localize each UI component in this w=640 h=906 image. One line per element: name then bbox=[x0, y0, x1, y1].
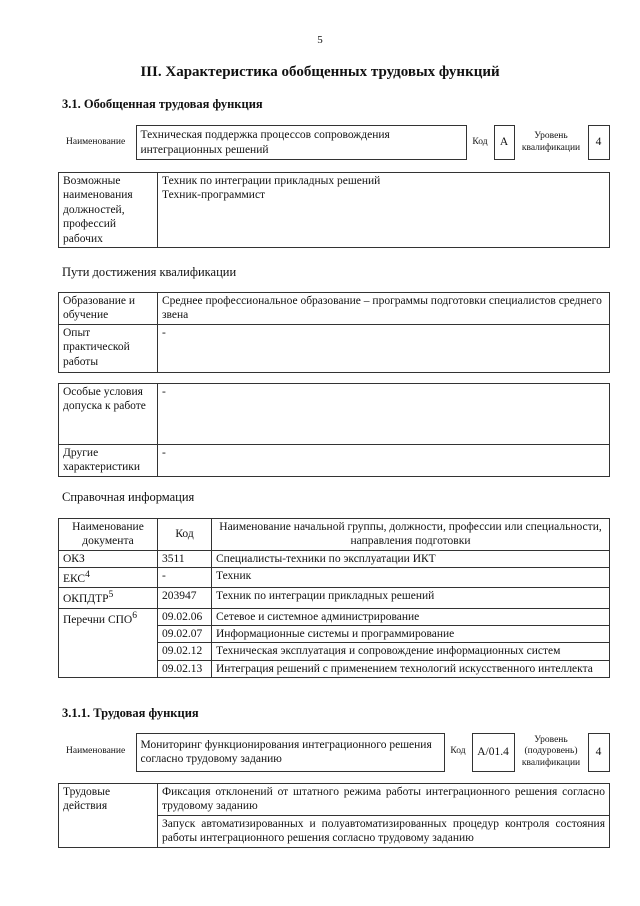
ref-heading: Справочная информация bbox=[62, 490, 195, 504]
footnote-mark: 4 bbox=[85, 569, 90, 581]
education-label: Образование и обучение bbox=[59, 293, 158, 325]
ref-name: Техник по интеграции прикладных решений bbox=[212, 588, 610, 608]
footnote-mark: 6 bbox=[132, 609, 138, 621]
position-item: Техник по интеграции прикладных решений bbox=[162, 175, 381, 187]
actions-table bbox=[58, 783, 610, 848]
footnote-mark: 5 bbox=[108, 589, 114, 601]
conditions-table bbox=[58, 383, 610, 477]
ref-name: Информационные системы и программирование bbox=[212, 625, 610, 642]
otf-heading: 3.1. Обобщенная трудовая функция bbox=[62, 97, 263, 111]
ref-doc: Перечни СПО bbox=[63, 613, 133, 626]
experience-value: - bbox=[158, 324, 610, 372]
ref-header-name: Наименование начальной группы, должности, профессии или специальности, направления подготовки bbox=[212, 519, 610, 551]
tf-header-table bbox=[62, 733, 610, 772]
otf-name-value: Техническая поддержка процессов сопровождения интеграционных решений bbox=[136, 126, 466, 160]
otf-level-label: Уровень квалификации bbox=[521, 130, 581, 153]
experience-label: Опыт практической работы bbox=[59, 324, 158, 372]
table-row bbox=[59, 608, 610, 625]
actions-label: Трудовые действия bbox=[59, 784, 158, 848]
ref-code: 09.02.06 bbox=[158, 608, 212, 625]
table-row bbox=[59, 588, 610, 608]
ref-doc-cell bbox=[59, 568, 158, 588]
tf-heading: 3.1.1. Трудовая функция bbox=[62, 706, 199, 720]
ref-doc: ОКПДТР bbox=[63, 593, 109, 606]
ref-name: Интеграция решений с применением технологий искусственного интеллекта bbox=[212, 660, 610, 677]
reference-table bbox=[58, 518, 610, 678]
otf-name-label: Наименование bbox=[66, 136, 126, 147]
ref-doc: ОКЗ bbox=[59, 550, 158, 567]
other-characteristics-label: Другие характеристики bbox=[59, 445, 158, 477]
tf-code-value: А/01.4 bbox=[472, 734, 514, 772]
ref-doc: ЕКС bbox=[63, 572, 86, 585]
position-item: Техник-программист bbox=[162, 189, 266, 202]
ref-name: Техническая эксплуатация и сопровождение информационных систем bbox=[212, 643, 610, 660]
education-value: Среднее профессиональное образование – программы подготовки специалистов среднего звена bbox=[158, 293, 610, 325]
action-item: Фиксация отклонений от штатного режима работы интеграционного решения согласно трудовому заданию bbox=[158, 784, 610, 816]
section-title: III. Характеристика обобщенных трудовых функций bbox=[140, 64, 500, 80]
otf-code-value: А bbox=[494, 126, 514, 160]
ref-code: 3511 bbox=[158, 550, 212, 567]
ref-header-code: Код bbox=[158, 519, 212, 551]
ref-code: 09.02.07 bbox=[158, 625, 212, 642]
access-conditions-value: - bbox=[158, 384, 610, 445]
tf-code-label: Код bbox=[450, 746, 466, 757]
ref-name: Сетевое и системное администрирование bbox=[212, 608, 610, 625]
ways-table bbox=[58, 292, 610, 373]
ref-doc-cell bbox=[59, 608, 158, 678]
table-row bbox=[59, 550, 610, 567]
tf-name-value: Мониторинг функционирования интеграционного решения согласно трудовому заданию bbox=[136, 734, 444, 772]
ref-name: Техник bbox=[212, 568, 610, 588]
otf-header-table bbox=[62, 125, 610, 160]
page-number: 5 bbox=[317, 34, 323, 46]
tf-name-label: Наименование bbox=[66, 746, 126, 757]
ref-header-doc: Наименование документа bbox=[59, 519, 158, 551]
table-row bbox=[59, 568, 610, 588]
ref-doc-cell bbox=[59, 588, 158, 608]
ref-code: 09.02.13 bbox=[158, 660, 212, 677]
ref-name: Специалисты-техники по эксплуатации ИКТ bbox=[212, 550, 610, 567]
tf-level-value: 4 bbox=[588, 734, 609, 772]
ways-heading: Пути достижения квалификации bbox=[62, 265, 237, 279]
positions-values bbox=[158, 173, 610, 248]
access-conditions-label: Особые условия допуска к работе bbox=[59, 384, 158, 445]
ref-code: 09.02.12 bbox=[158, 643, 212, 660]
otf-code-label: Код bbox=[472, 136, 488, 147]
ref-code: - bbox=[158, 568, 212, 588]
otf-level-value: 4 bbox=[588, 126, 609, 160]
ref-code: 203947 bbox=[158, 588, 212, 608]
action-item: Запуск автоматизированных и полуавтоматизированных процедур контроля состояния работы интеграционного решения согласно трудовому заданию bbox=[158, 815, 610, 847]
tf-level-label: Уровень (подуровень) квалификации bbox=[521, 734, 581, 769]
other-characteristics-value: - bbox=[158, 445, 610, 477]
positions-label: Возможные наименования должностей, профессий рабочих bbox=[59, 173, 158, 248]
positions-table bbox=[58, 172, 610, 248]
